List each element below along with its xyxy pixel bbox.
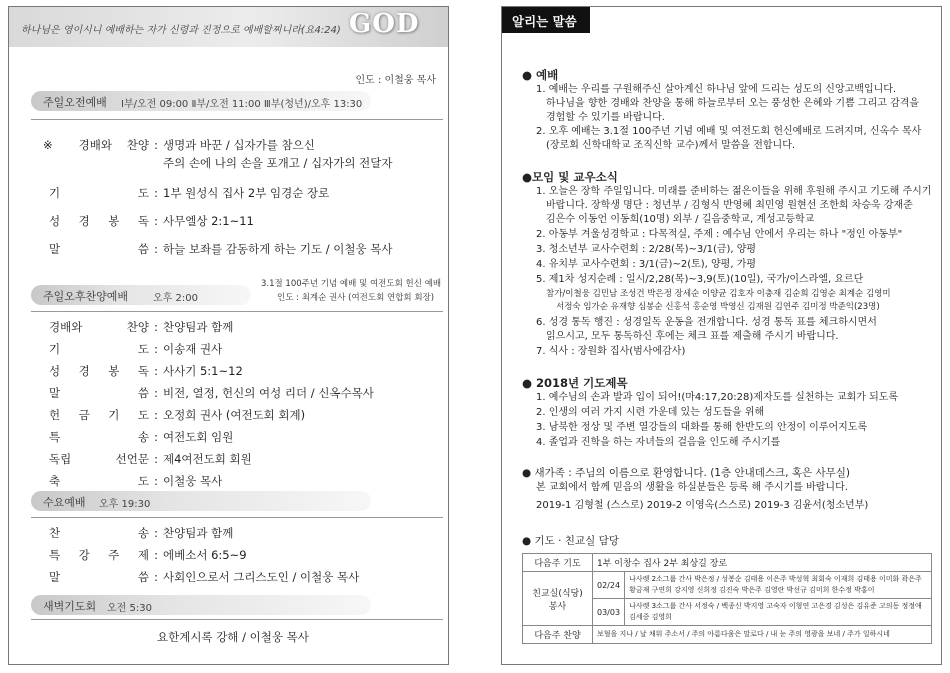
service-row: 헌 금 기 도 : 오정희 권사 (여전도회 회계)	[49, 408, 306, 422]
meeting-heading: ●모임 및 교우소식	[522, 170, 618, 184]
service-row: 경배와 찬양 : 찬양팀과 함께	[49, 320, 234, 334]
announcement-line: 4. 유치부 교사수련회 : 3/1(금)~2(토), 양평, 가평	[536, 259, 757, 270]
table-row	[523, 572, 932, 599]
prayer-topic: 2. 인생의 여러 가지 시련 가운데 있는 성도들을 위해	[536, 407, 765, 418]
table-cell: 02/24	[593, 572, 625, 599]
newcomer-line: 본 교회에서 함께 믿음의 생활을 하실분들은 등록 해 주시기를 바랍니다.	[536, 482, 848, 493]
service-row: 말 씀 : 비전, 열정, 헌신의 여성 리더 / 신옥수목사	[49, 386, 374, 400]
service-row: 기 도 : 이송재 권사	[49, 342, 223, 356]
dawn-prayer-header	[31, 595, 371, 615]
duty-heading: ● 기도 · 친교실 담당	[522, 535, 619, 547]
prayer-topic: 1. 예수님의 손과 발과 입이 되어!(마4:17,20:28)제자도를 실천하는 교회가 되도록	[536, 392, 899, 403]
section-title: 수요예배	[43, 496, 86, 509]
pilgrimage-participants: 참가/이철웅 김민남 조성건 박은정 장세순 이양균 김호자 이충재 김순희 김영순 최계순 김영미	[546, 289, 891, 299]
section-title: 새벽기도회	[43, 600, 97, 613]
scripture-banner	[9, 7, 448, 47]
afternoon-service-header	[31, 285, 251, 305]
service-row: 찬 송 : 찬양팀과 함께	[49, 526, 234, 540]
dawn-prayer-text: 요한계시록 강해 / 이철웅 목사	[157, 630, 309, 644]
announcement-line: 1. 예배는 우리를 구원해주신 살아계신 하나님 앞에 드리는 성도의 신앙고백입니다.	[536, 84, 897, 95]
banner-text: 하나님은 영이시니 예배하는 자가 신령과 진정으로 예배할찌니라(요4:24)	[21, 25, 341, 36]
morning-service-header	[31, 91, 371, 111]
section-title: 주일오전예배	[43, 96, 107, 109]
afternoon-note: 3.1절 100주년 기념 예배 및 여전도회 헌신 예배	[261, 279, 442, 289]
announcement-line: 하나님을 향한 경배와 찬양을 통해 하늘로부터 오는 풍성한 은혜와 기쁨 그리고 감격을	[546, 98, 920, 109]
service-row: 독립 선언문 : 제4여전도회 회원	[49, 452, 252, 466]
bulletin-right-panel	[501, 6, 942, 665]
table-cell: 보혈을 지나 / 날 채워 주소서 / 주의 아름다움은 말로다 / 내 눈 주의 영광을 보네 / 주가 일하시네	[593, 626, 932, 644]
table-cell: 나사렛 3소그룹 간사 서정숙 / 백종신 박지영 고숙자 이형연 고은경 김성은 김유준 고의동 정정애 김세중 김영희	[625, 599, 932, 626]
prayer-topics-heading: ● 2018년 기도제목	[522, 376, 628, 390]
table-row	[523, 554, 932, 572]
announcement-line: 2. 아동부 겨울성경학교 : 다목적실, 주제 : 예수님 안에서 우리는 하나 "정인 아동부"	[536, 229, 903, 240]
service-row: 축 도 : 이철웅 목사	[49, 474, 223, 488]
section-time: Ⅰ부/오전 09:00 Ⅱ부/오전 11:00 Ⅲ부(청년)/오후 13:30	[121, 99, 363, 110]
service-row: 특 강 주 제 : 에베소서 6:5~9	[49, 548, 247, 562]
newcomer-list: 2019-1 김형철 (스스로) 2019-2 이영옥(스스로) 2019-3 김윤서(청소년부)	[536, 500, 869, 511]
announcement-line: 5. 제1차 성지순례 : 일시/2,28(목)~3,9(토)(10일), 국가/이스라엘, 요르단	[536, 274, 864, 285]
prayer-topic: 4. 졸업과 진학을 하는 자녀들의 걸음을 인도해 주시기를	[536, 437, 781, 448]
announcement-line: 바랍니다. 장학생 명단 : 청년부 / 김형식 반영혜 최민영 원현선 조한희 차승욱 강재준	[546, 200, 913, 211]
leader-text: 인도 : 이철웅 목사	[355, 75, 436, 86]
announcement-line: 3. 청소년부 교사수련회 : 2/28(목)~3/1(금), 양평	[536, 244, 757, 255]
table-cell: 다음주 찬양	[523, 626, 593, 644]
worship-heading: ● 예배	[522, 68, 559, 82]
afternoon-leader-note: 인도 : 최계순 권사 (여전도회 연합회 회장)	[277, 293, 435, 303]
service-row: 기 도 : 1부 원성식 집사 2부 임경순 장로	[49, 186, 330, 200]
bulletin-left-panel	[8, 6, 449, 665]
table-cell: 친교실(식당) 봉사	[523, 572, 593, 626]
table-cell: 나사렛 2소그룹 간사 박은정 / 성봉순 김태용 이은주 박성혁 최회숙 이재희 김태용 이미화 곽은주 황금재 구연희 강지영 신희정 김진숙 박은주 김영란 박선규 김미희 한수정 박홍이	[625, 572, 932, 599]
newcomer-heading: ● 새가족 : 주님의 이름으로 환영합니다. (1층 안내데스크, 혹은 사무실)	[522, 467, 851, 479]
table-cell: 다음주 기도	[523, 554, 593, 572]
god-logo: GOD	[349, 9, 420, 39]
table-cell: 1부 이창수 집사 2부 최상길 장로	[593, 554, 932, 572]
service-row: 성 경 봉 독 : 사무엘상 2:1~11	[49, 214, 254, 228]
announcement-line: (장로회 신학대학교 조직신학 교수)께서 말씀을 전합니다.	[546, 140, 796, 151]
announcements-title: 알리는 말씀	[502, 7, 590, 33]
announcement-line: 1. 오늘은 장학 주일입니다. 미래를 준비하는 젊은이들을 위해 후원해 주시고 기도해 주시기	[536, 186, 932, 197]
section-title: 주일오후찬양예배	[43, 290, 129, 303]
announcement-line: 김은수 이동언 이동희(10명) 외부 / 길음중학교, 계성고등학교	[546, 214, 815, 225]
service-row: 성 경 봉 독 : 사사기 5:1~12	[49, 364, 243, 378]
service-row: 말 씀 : 사회인으로서 그리스도인 / 이철웅 목사	[49, 570, 360, 584]
section-time: 오후 2:00	[153, 293, 198, 304]
service-row: ※ 경배와 찬양 : 생명과 바꾼 / 십자가를 참으신	[43, 138, 315, 152]
service-row: 특 송 : 여전도회 임원	[49, 430, 234, 444]
duty-table	[522, 553, 932, 644]
pilgrimage-participants: 서정숙 임가순 유재향 심봉순 신홍석 홍순영 박영신 김재원 김연주 김미정 박준익(23명)	[556, 302, 880, 312]
wednesday-service-header	[31, 491, 371, 511]
table-row	[523, 626, 932, 644]
section-time: 오후 19:30	[99, 499, 151, 510]
table-cell: 03/03	[593, 599, 625, 626]
service-row-continued: 주의 손에 나의 손을 포개고 / 십자가의 전달자	[163, 156, 393, 170]
announcement-line: 2. 오후 예배는 3.1절 100주년 기념 예배 및 여전도회 헌신예배로 드려지며, 신옥수 목사	[536, 126, 922, 137]
announcement-line: 읽으시고, 모두 통독하신 후에는 체크 표를 제출해 주시기 바랍니다.	[546, 331, 839, 342]
announcement-line: 7. 식사 : 장원화 집사(범사에감사)	[536, 346, 686, 357]
section-time: 오전 5:30	[107, 603, 152, 614]
announcement-line: 6. 성경 통독 행진 : 성경일독 운동을 전개합니다. 성경 통독 표를 체크하시면서	[536, 317, 877, 328]
announcement-line: 경험할 수 있기를 바랍니다.	[546, 112, 665, 123]
prayer-topic: 3. 남북한 정상 및 주변 열강들의 대화를 통해 한반도의 안정이 이루어지도록	[536, 422, 868, 433]
service-row: 말 씀 : 하늘 보좌를 감동하게 하는 기도 / 이철웅 목사	[49, 242, 393, 256]
